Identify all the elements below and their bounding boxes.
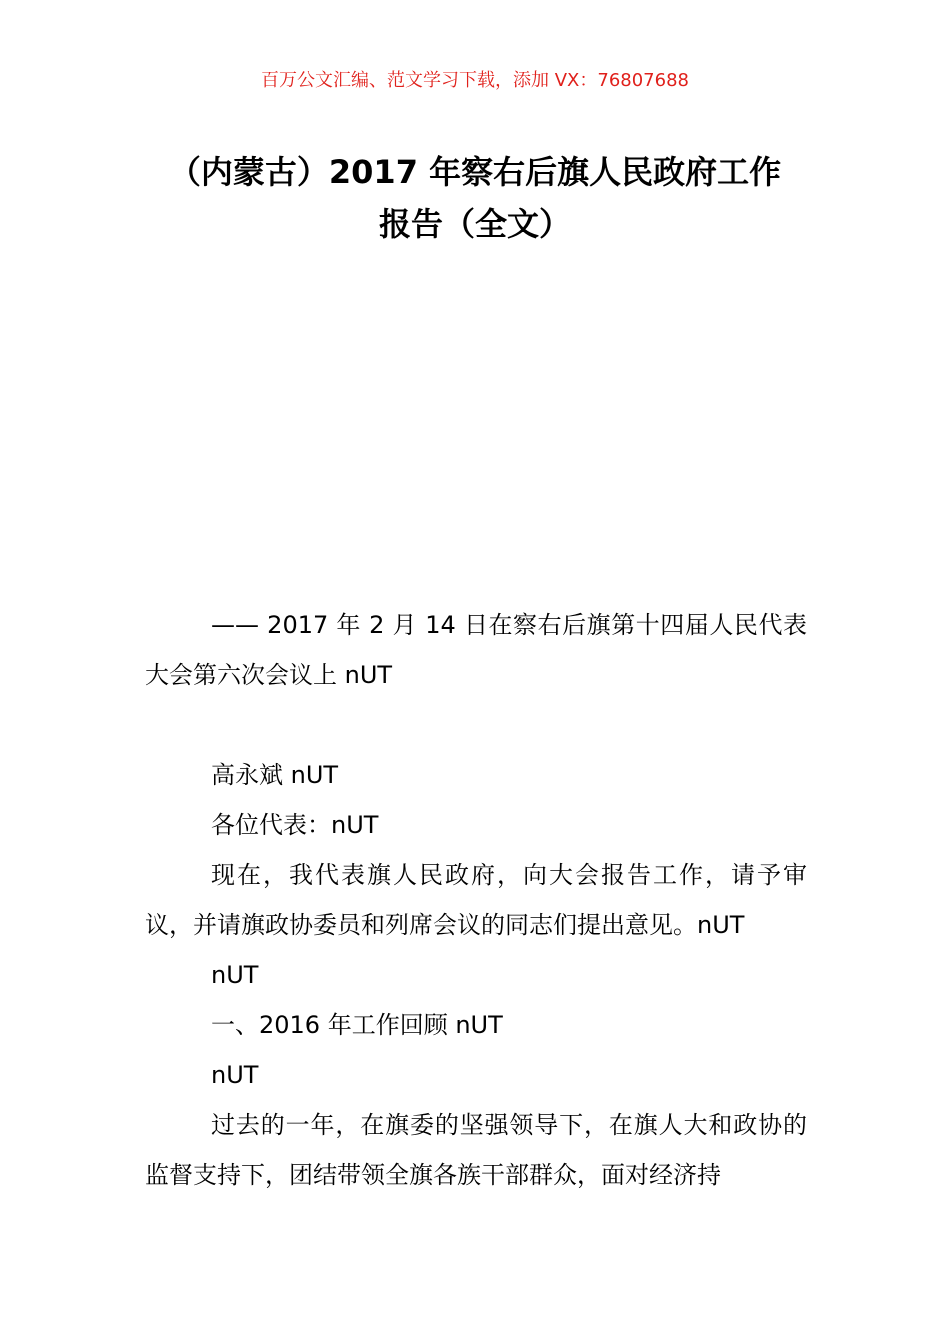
subtitle-meeting-info: —— 2017 年 2 月 14 日在察右后旗第十四届人民代表大会第六次会议上 nUT [145,611,807,689]
title-line-1: （内蒙古）2017 年察右后旗人民政府工作 [168,153,782,191]
document-body [145,600,807,1200]
paragraph: 现在，我代表旗人民政府，向大会报告工作，请予审议，并请旗政协委员和列席会议的同志们提出意见。nUT [145,861,807,939]
paragraph: nUT [211,1061,259,1089]
paragraph: 过去的一年，在旗委的坚强领导下，在旗人大和政协的监督支持下，团结带领全旗各族干部群众，面对经济持 [145,1111,807,1189]
salutation: 各位代表：nUT [211,811,379,839]
watermark-ad-header: 百万公文汇编、范文学习下载，添加 VX：76807688 [261,70,689,91]
paragraph: nUT [211,961,259,989]
speaker-name: 高永斌 nUT [211,761,339,789]
spacer [145,700,807,750]
title-line-2: 报告（全文） [378,205,571,243]
document-title [145,146,805,250]
section-heading: 一、2016 年工作回顾 nUT [211,1011,503,1039]
